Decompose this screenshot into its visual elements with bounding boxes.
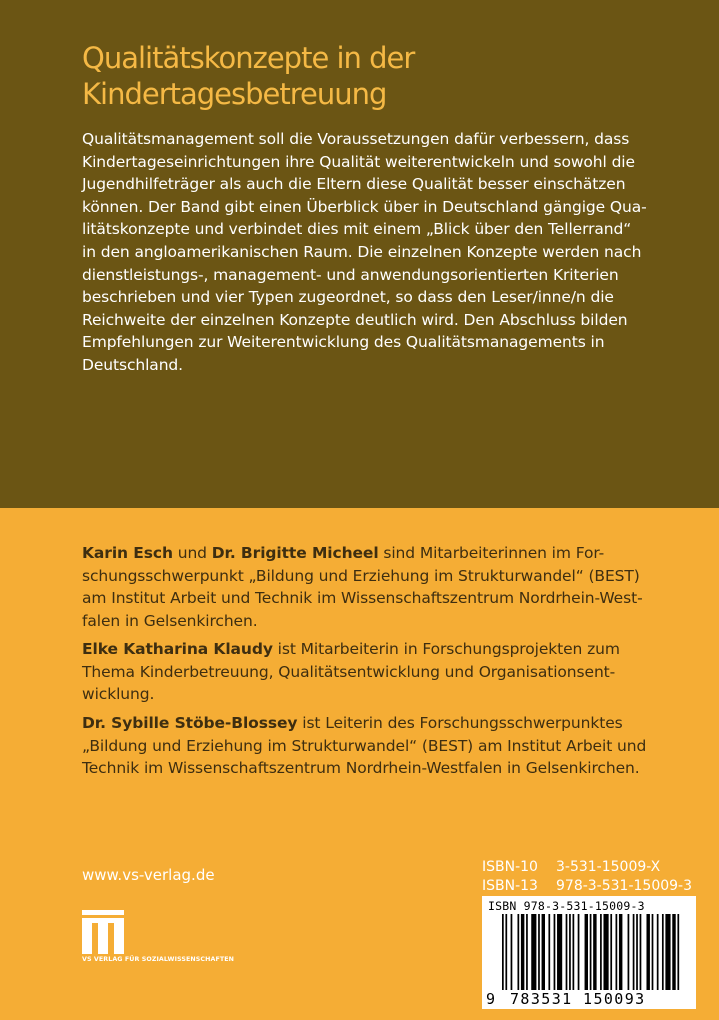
barcode-bar bbox=[585, 914, 588, 990]
author-name: Dr. Brigitte Micheel bbox=[211, 544, 379, 562]
barcode-first-digit: 9 bbox=[486, 990, 496, 1008]
barcode-bar bbox=[633, 914, 635, 990]
barcode-bar bbox=[665, 914, 670, 990]
blurb-line: Reichweite der einzelnen Konzepte deutlich wird. Den Abschluss bilden bbox=[82, 310, 628, 329]
barcode-bar bbox=[557, 914, 562, 990]
blurb-line: dienstleistungs-, management- und anwendungsorientierten Kriterien bbox=[82, 265, 619, 284]
barcode-bar bbox=[542, 914, 545, 990]
vs-logo-icon bbox=[82, 910, 124, 954]
barcode-bar bbox=[636, 914, 638, 990]
isbn13-label: ISBN-13 bbox=[482, 878, 538, 894]
author-name: Dr. Sybille Stöbe-Blossey bbox=[82, 714, 298, 732]
barcode-bar bbox=[677, 914, 679, 990]
bio-klaudy bbox=[82, 638, 662, 706]
barcode-bar bbox=[548, 914, 550, 990]
blurb-line: Kindertageseinrichtungen ihre Qualität weiterentwickeln und sowohl die bbox=[82, 152, 635, 171]
isbn13-row bbox=[482, 877, 692, 896]
title-line-2: Kindertagesbetreuung bbox=[82, 77, 387, 111]
barcode-bar bbox=[521, 914, 524, 990]
bio-line: wicklung. bbox=[82, 685, 155, 704]
barcode-bar bbox=[628, 914, 630, 990]
blurb-line: litätskonzepte und verbindet dies mit einem „Blick über den Tellerrand“ bbox=[82, 220, 632, 239]
barcode-bar bbox=[590, 914, 592, 990]
barcode-bar bbox=[616, 914, 618, 990]
barcode-isbn-text: ISBN 978-3-531-15009-3 bbox=[488, 899, 645, 913]
blurb-line: können. Der Band gibt einen Überblick über in Deutschland gängige Qua- bbox=[82, 197, 647, 216]
barcode bbox=[482, 896, 696, 1009]
bio-line: falen in Gelsenkirchen. bbox=[82, 611, 258, 630]
barcode-bar bbox=[662, 914, 664, 990]
barcode-bar bbox=[554, 914, 556, 990]
blurb-line: Qualitätsmanagement soll die Voraussetzungen dafür verbessern, dass bbox=[82, 130, 630, 148]
blurb-line: Jugendhilfeträger als auch die Eltern diese Qualität besser einschätzen bbox=[82, 175, 626, 194]
barcode-bar bbox=[566, 914, 568, 990]
bio-text: ist Leiterin des Forschungsschwerpunktes bbox=[297, 714, 623, 732]
blurb-text bbox=[82, 128, 647, 377]
barcode-bar bbox=[672, 914, 675, 990]
bio-line: am Institut Arbeit und Technik im Wissenschaftszentrum Nordrhein-West- bbox=[82, 589, 643, 608]
bio-line: Technik im Wissenschaftszentrum Nordrhein-Westfalen in Gelsenkirchen. bbox=[82, 759, 640, 778]
barcode-bar bbox=[531, 914, 536, 990]
bio-line: Thema Kinderbetreuung, Qualitätsentwicklung und Organisationsent- bbox=[82, 662, 616, 681]
top-panel bbox=[0, 0, 719, 508]
blurb-line: beschrieben und vier Typen zugeordnet, so dass den Leser/inne/n die bbox=[82, 288, 614, 307]
author-name: Elke Katharina Klaudy bbox=[82, 640, 273, 658]
bio-text: und bbox=[172, 544, 212, 562]
isbn10-label: ISBN-10 bbox=[482, 859, 538, 875]
barcode-bar bbox=[619, 914, 622, 990]
barcode-bar bbox=[502, 914, 504, 990]
barcode-bar bbox=[569, 914, 571, 990]
bio-line bbox=[82, 542, 662, 565]
author-name: Karin Esch bbox=[82, 544, 173, 562]
barcode-digits: 783531 150093 bbox=[510, 990, 646, 1008]
isbn13-value: 978-3-531-15009-3 bbox=[556, 878, 693, 894]
barcode-bar bbox=[640, 914, 642, 990]
barcode-bar bbox=[657, 914, 659, 990]
bio-stoebe-blossey bbox=[82, 712, 662, 780]
barcode-bar bbox=[593, 914, 596, 990]
blurb-line: in den angloamerikanischen Raum. Die einzelnen Konzepte werden nach bbox=[82, 242, 642, 261]
bio-esch-micheel bbox=[82, 542, 662, 632]
barcode-bar bbox=[600, 914, 602, 990]
publisher-url[interactable]: www.vs-verlag.de bbox=[82, 866, 215, 884]
barcode-bar bbox=[505, 914, 507, 990]
bio-line: schungsschwerpunkt „Bildung und Erziehung im Strukturwandel“ (BEST) bbox=[82, 566, 640, 585]
bio-text: sind Mitarbeiterinnen im For- bbox=[378, 544, 605, 562]
isbn10-value: 3-531-15009-X bbox=[556, 859, 661, 875]
isbn-info bbox=[482, 858, 692, 896]
book-title bbox=[82, 40, 642, 112]
isbn10-row bbox=[482, 858, 692, 877]
title-line-1: Qualitätskonzepte in der bbox=[82, 41, 415, 75]
barcode-bars bbox=[502, 914, 682, 996]
bio-line bbox=[82, 712, 662, 735]
bio-text: ist Mitarbeiterin in Forschungsprojekten zum bbox=[272, 640, 620, 658]
barcode-bar bbox=[646, 914, 649, 990]
publisher-logo bbox=[82, 910, 254, 963]
barcode-bar bbox=[573, 914, 575, 990]
barcode-bar bbox=[538, 914, 540, 990]
barcode-bar bbox=[526, 914, 528, 990]
bio-line: „Bildung und Erziehung im Strukturwandel“ (BEST) am Institut Arbeit und bbox=[82, 736, 647, 755]
barcode-bar bbox=[517, 914, 519, 990]
barcode-bar bbox=[578, 914, 580, 990]
logo-text: VS VERLAG FÜR SOZIALWISSENSCHAFTEN bbox=[82, 956, 235, 963]
blurb-line: Deutschland. bbox=[82, 355, 183, 374]
bio-line bbox=[82, 638, 662, 661]
barcode-bar bbox=[652, 914, 654, 990]
barcode-bar bbox=[603, 914, 608, 990]
blurb-line: Empfehlungen zur Weiterentwicklung des Qualitätsmanagements in bbox=[82, 333, 605, 352]
barcode-bar bbox=[511, 914, 513, 990]
barcode-bar bbox=[610, 914, 612, 990]
